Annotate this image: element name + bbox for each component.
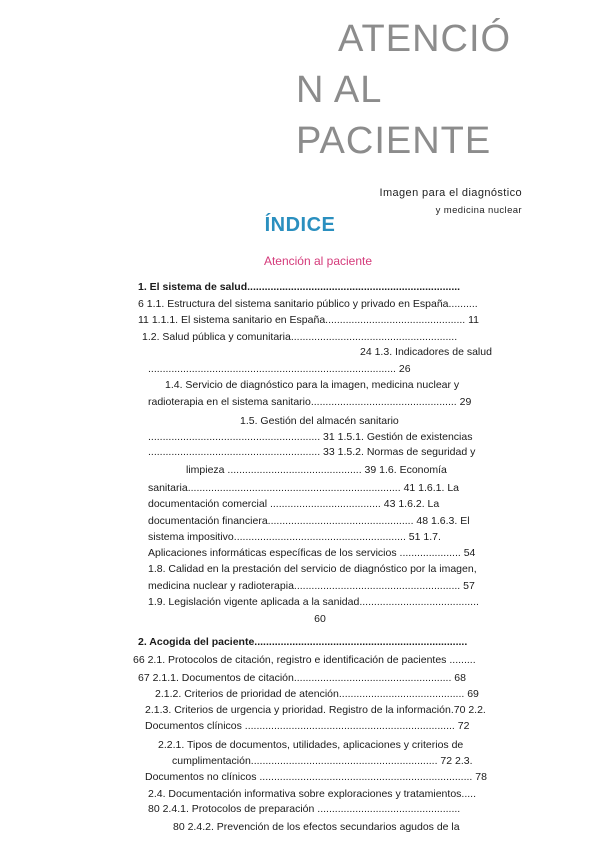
toc-line[interactable]: 80 2.4.1. Protocolos de preparación ................................................. (148, 803, 461, 815)
title-line-3: PACIENTE (296, 120, 492, 162)
toc-line[interactable]: ..................................................................................... 26 (148, 363, 411, 375)
toc-line[interactable]: 60 (314, 613, 326, 625)
toc-line[interactable]: radioterapia en el sistema sanitario.................................................. 29 (148, 396, 472, 408)
toc-line[interactable]: documentación comercial ...................................... 43 1.6.2. La (148, 498, 440, 510)
toc-line[interactable]: documentación financiera.................................................. 48 1.6.3. El (148, 515, 470, 527)
toc-line[interactable]: 24 1.3. Indicadores de salud (360, 346, 492, 358)
toc-line[interactable]: ........................................................... 31 1.5.1. Gestión de existencias (148, 431, 473, 443)
toc-line[interactable]: ........................................................... 33 1.5.2. Normas de seguridad y (148, 446, 476, 458)
toc-line[interactable]: 2.2.1. Tipos de documentos, utilidades, aplicaciones y criterios de (158, 739, 464, 751)
toc-line[interactable]: 80 2.4.2. Prevención de los efectos secundarios agudos de la (173, 821, 460, 833)
toc-line[interactable]: 1. El sistema de salud......................................................................... (138, 281, 461, 293)
toc-line[interactable]: 1.9. Legislación vigente aplicada a la sanidad......................................... (148, 596, 479, 608)
title-line-1: ATENCIÓ (338, 18, 512, 60)
toc-line[interactable]: 2.4. Documentación informativa sobre exploraciones y tratamientos..... (148, 788, 476, 800)
toc-line[interactable]: medicina nuclear y radioterapia......................................................... 57 (148, 580, 475, 592)
subtitle-line-1: Imagen para el diagnóstico (379, 187, 522, 199)
subtitle-line-2: y medicina nuclear (435, 205, 522, 216)
toc-line[interactable]: 67 2.1.1. Documentos de citación...................................................... 68 (138, 672, 466, 684)
toc-line[interactable]: 1.8. Calidad en la prestación del servicio de diagnóstico por la imagen, (148, 563, 477, 575)
toc-line[interactable]: Aplicaciones informáticas específicas de los servicios ..................... 54 (148, 547, 476, 559)
toc-line[interactable]: 1.2. Salud pública y comunitaria......................................................... (142, 331, 458, 343)
toc-line[interactable]: 2.1.3. Criterios de urgencia y prioridad. Registro de la información.70 2.2. (145, 704, 486, 716)
toc-line[interactable]: 1.5. Gestión del almacén sanitario (240, 415, 399, 427)
index-heading: ÍNDICE (264, 214, 336, 236)
toc-line[interactable]: sanitaria......................................................................... 41 1.6.1. La (148, 482, 460, 494)
toc-line[interactable]: 11 1.1.1. El sistema sanitario en España................................................ 11 (138, 314, 480, 326)
toc-line[interactable]: Documentos no clínicos ......................................................................... 78 (145, 771, 487, 783)
toc-line[interactable]: cumplimentación................................................................ 72 2.3. (172, 755, 473, 767)
toc-line[interactable]: 6 1.1. Estructura del sistema sanitario público y privado en España.......... (138, 298, 478, 310)
toc-line[interactable]: Documentos clínicos ........................................................................ 72 (145, 720, 470, 732)
toc-line[interactable]: 1.4. Servicio de diagnóstico para la imagen, medicina nuclear y (165, 379, 460, 391)
toc-line[interactable]: 66 2.1. Protocolos de citación, registro e identificación de pacientes ......... (133, 654, 476, 666)
toc-line[interactable]: 2.1.2. Criterios de prioridad de atención........................................... 69 (155, 688, 479, 700)
document-title (296, 14, 596, 167)
toc-line[interactable]: limpieza .............................................. 39 1.6. Economía (186, 464, 447, 476)
toc-line[interactable]: sistema impositivo........................................................... 51 1.7. (148, 531, 441, 543)
section-heading: Atención al paciente (263, 254, 373, 268)
toc-line[interactable]: 2. Acogida del paciente......................................................................... (138, 636, 468, 648)
title-line-2: N AL (296, 69, 383, 111)
